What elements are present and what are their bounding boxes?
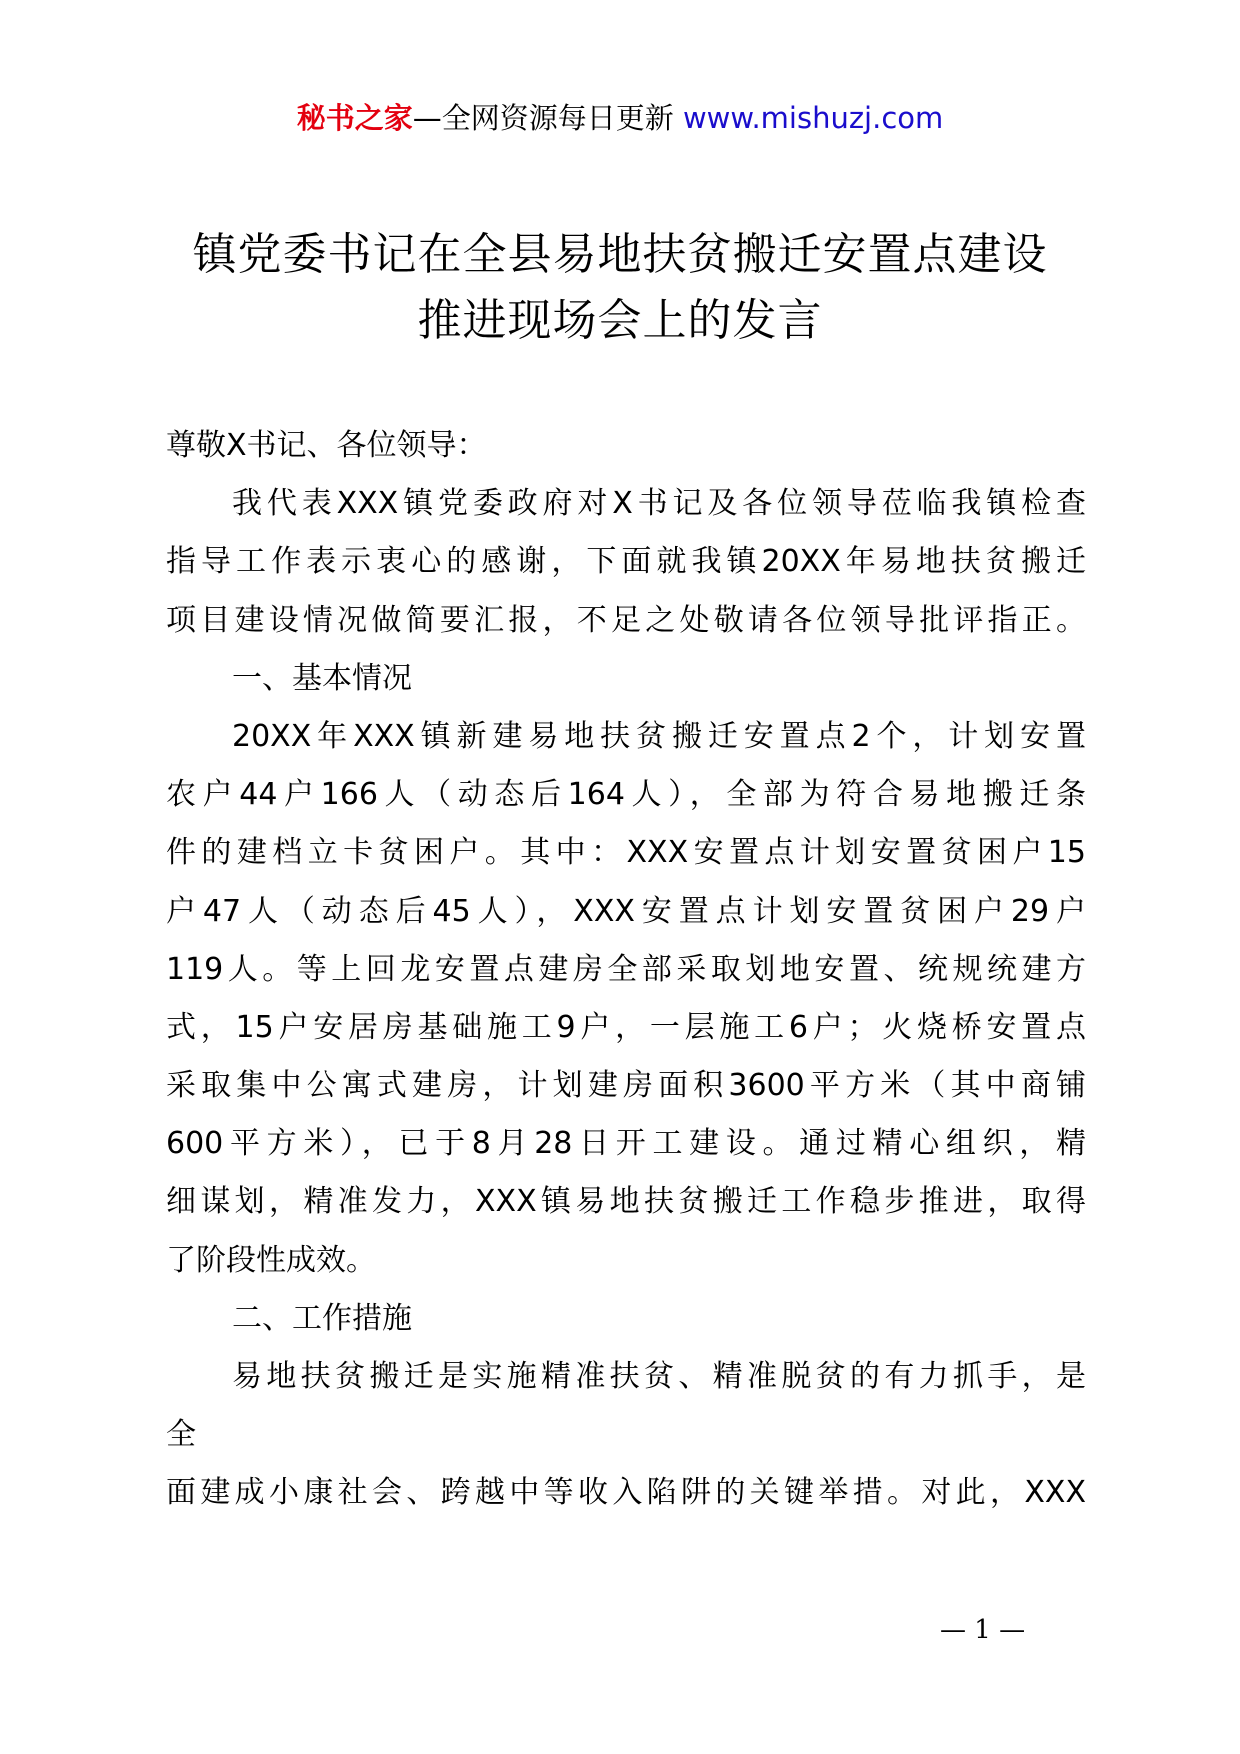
body-line: 我代表XXX镇党委政府对X书记及各位领导莅临我镇检查	[232, 486, 1086, 522]
body-line: 600平方米），已于8月28日开工建设。通过精心组织，精	[166, 1126, 1086, 1162]
title-line-2: 推进现场会上的发言	[417, 295, 823, 346]
document-title	[0, 222, 1240, 354]
body-line: 了阶段性成效。	[166, 1242, 376, 1278]
section-heading: 二、工作措施	[232, 1300, 412, 1336]
site-url-link[interactable]: www.mishuzj.com	[682, 101, 944, 135]
site-tagline: —全网资源每日更新	[412, 101, 674, 135]
title-line-1: 镇党委书记在全县易地扶贫搬迁安置点建设	[192, 229, 1048, 280]
salutation: 尊敬X书记、各位领导：	[166, 428, 487, 463]
body-line: 易地扶贫搬迁是实施精准扶贫、精准脱贫的有力抓手，是	[232, 1359, 1086, 1394]
section-heading: 一、基本情况	[232, 660, 412, 696]
body-line: 项目建设情况做简要汇报，不足之处敬请各位领导批评指正。	[166, 602, 1086, 638]
document-body	[166, 417, 1086, 1523]
body-line: 全	[166, 1417, 196, 1453]
body-line: 件的建档立卡贫困户。其中：XXX安置点计划安置贫困户15	[166, 835, 1086, 871]
site-header	[0, 98, 1240, 138]
body-line: 农户44户166人（动态后164人），全部为符合易地搬迁条	[166, 777, 1086, 813]
body-line: 面建成小康社会、跨越中等收入陷阱的关键举措。对此，XXX	[166, 1475, 1086, 1511]
body-line: 20XX年XXX镇新建易地扶贫搬迁安置点2个，计划安置	[232, 718, 1086, 754]
site-brand: 秘书之家	[296, 101, 413, 135]
body-line: 指导工作表示衷心的感谢，下面就我镇20XX年易地扶贫搬迁	[166, 544, 1086, 580]
page-number: — 1 —	[940, 1615, 1026, 1645]
body-line: 式，15户安居房基础施工9户，一层施工6户；火烧桥安置点	[166, 1009, 1086, 1045]
body-line: 户47人（动态后45人），XXX安置点计划安置贫困户29户	[166, 893, 1086, 929]
body-line: 采取集中公寓式建房，计划建房面积3600平方米（其中商铺	[166, 1068, 1086, 1104]
body-line: 119人。等上回龙安置点建房全部采取划地安置、统规统建方	[166, 951, 1086, 987]
body-line: 细谋划，精准发力，XXX镇易地扶贫搬迁工作稳步推进，取得	[166, 1184, 1086, 1220]
